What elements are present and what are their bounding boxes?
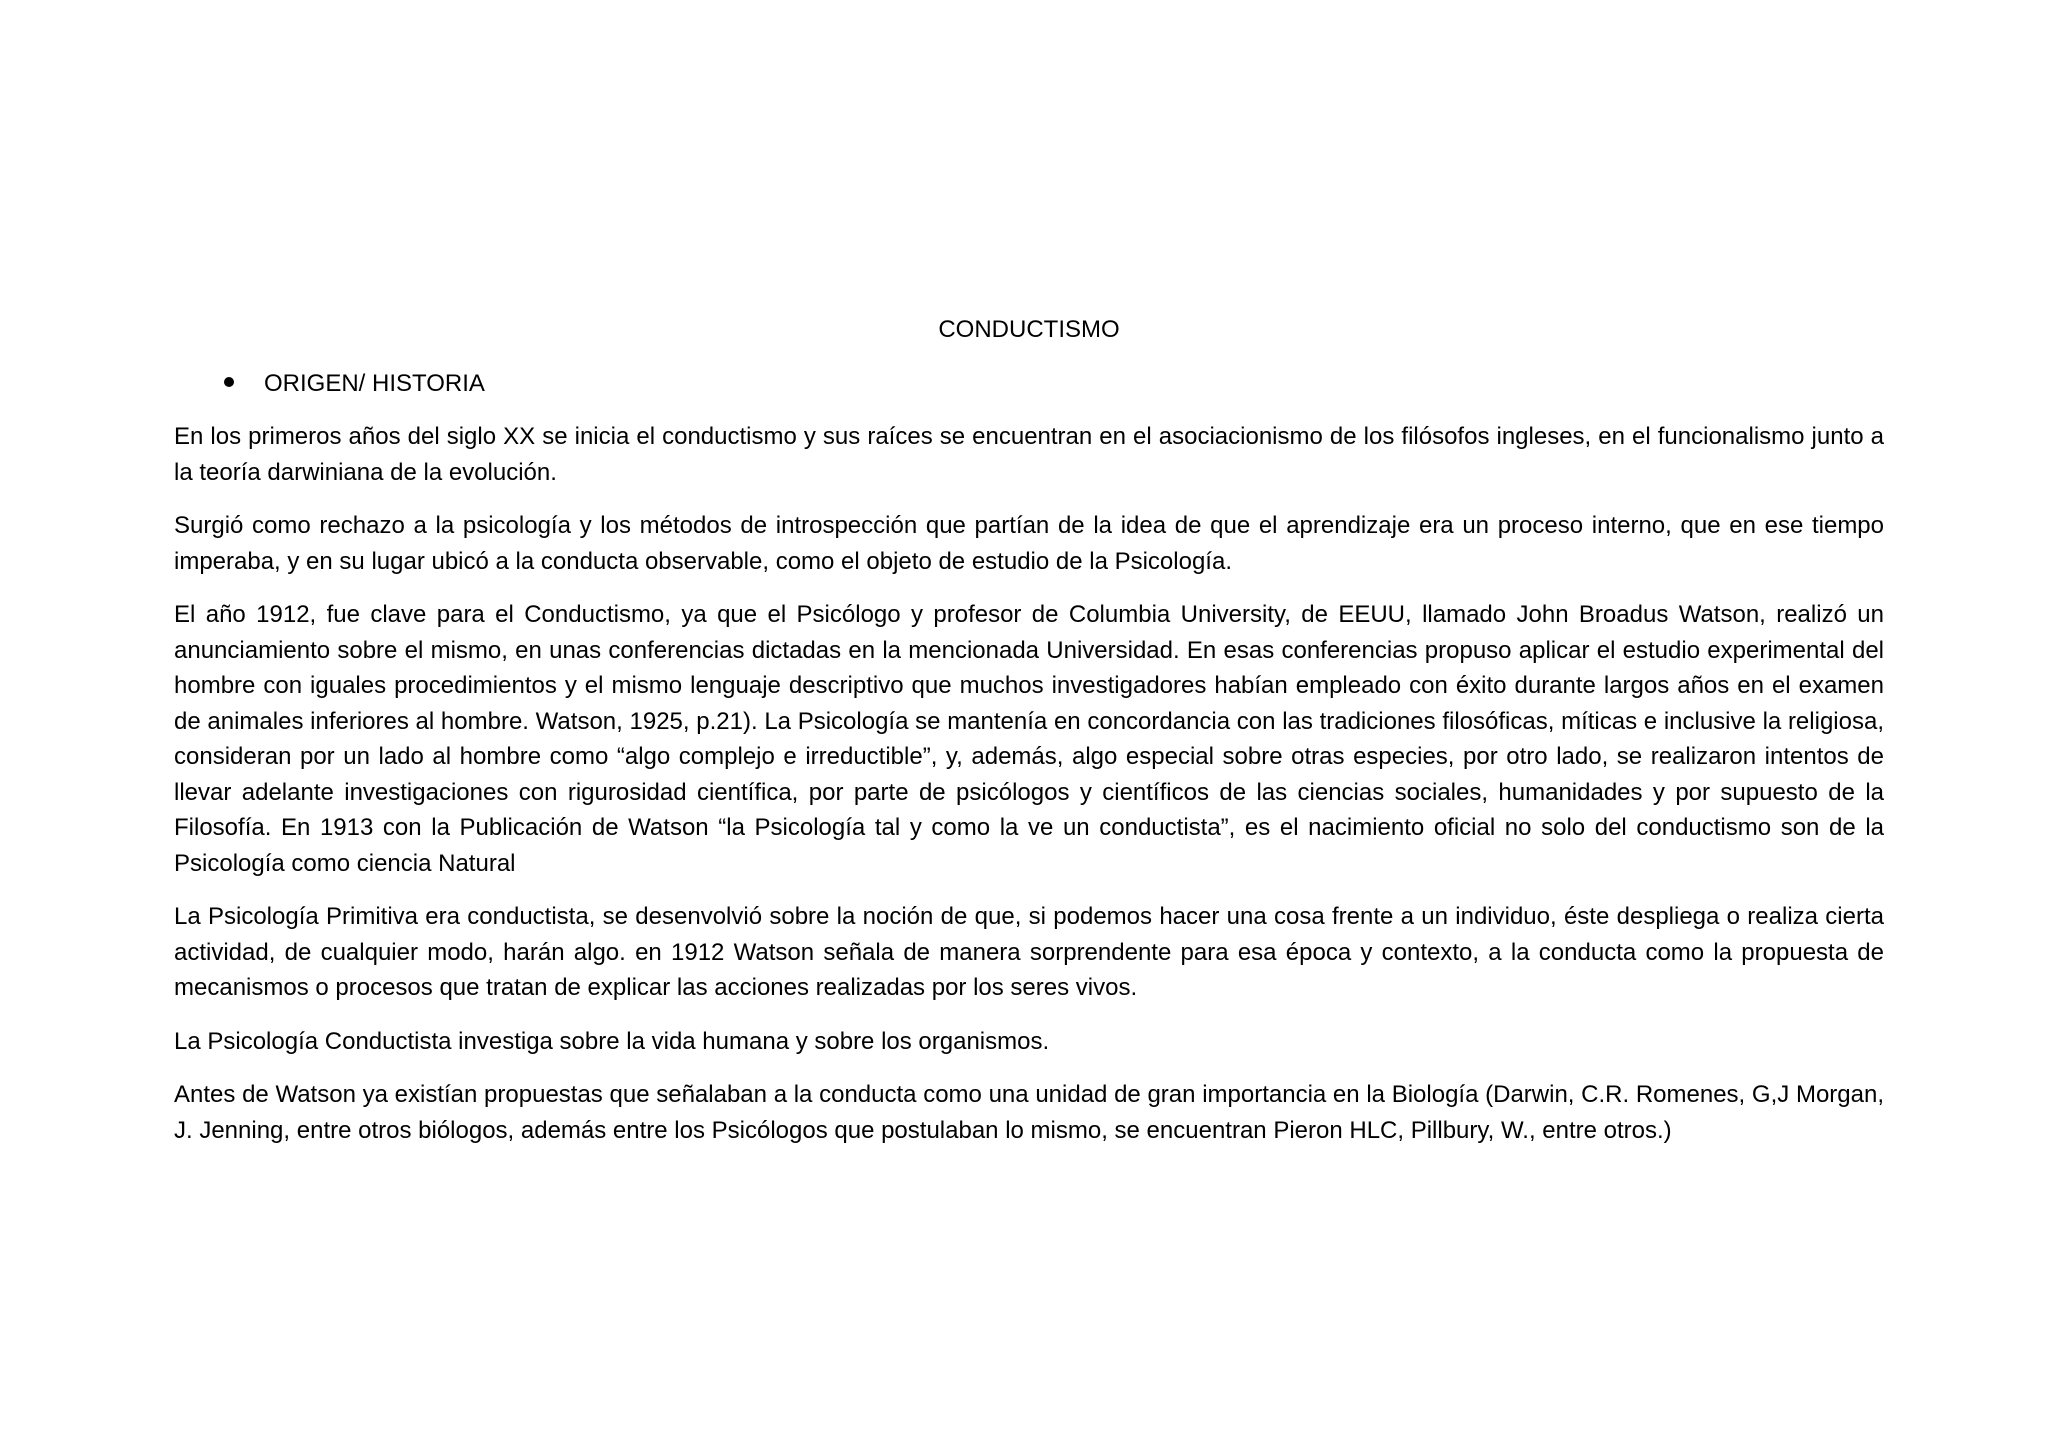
paragraph-5: La Psicología Conductista investiga sobre la vida humana y sobre los organismos. [174, 1027, 1050, 1055]
document-title: CONDUCTISMO [938, 316, 1120, 343]
document-body [174, 312, 1884, 1166]
paragraph-6: Antes de Watson ya existían propuestas que señalaban a la conducta como una unidad de gran importancia en la Biología (Darwin, C.R. Romenes, G,J Morgan, J. Jenning, entre otros biólogos, además entre los Psicólogos que postulaban lo mismo, se encuentran Pieron HLC, Pillbury, W., entre otros.) [174, 1081, 1884, 1144]
paragraph-3: El año 1912, fue clave para el Conductismo, ya que el Psicólogo y profesor de Columbia University, de EEUU, llamado John Broadus Watson, realizó un anunciamiento sobre el mismo, en unas conferencias dictadas en la mencionada Universidad. En esas conferencias propuso aplicar el estudio experimental del hombre con iguales procedimientos y el mismo lenguaje descriptivo que muchos investigadores habían empleado con éxito durante largos años en el examen de animales inferiores al hombre. Watson, 1925, p.21). La Psicología se mantenía en concordancia con las tradiciones filosóficas, míticas e inclusive la religiosa, consideran por un lado al hombre como “algo complejo e irreductible”, y, además, algo especial sobre otras especies, por otro lado, se realizaron intentos de llevar adelante investigaciones con rigurosidad científica, por parte de psicólogos y científicos de las ciencias sociales, humanidades y por supuesto de la Filosofía. En 1913 con la Publicación de Watson “la Psicología tal y como la ve un conductista”, es el nacimiento oficial no solo del conductismo son de la Psicología como ciencia Natural [174, 601, 1884, 877]
paragraph-4: La Psicología Primitiva era conductista, se desenvolvió sobre la noción de que, si podemos hacer una cosa frente a un individuo, éste despliega o realiza cierta actividad, de cualquier modo, harán algo. en 1912 Watson señala de manera sorprendente para esa época y contexto, a la conducta como la propuesta de mecanismos o procesos que tratan de explicar las acciones realizadas por los seres vivos. [174, 903, 1884, 1001]
paragraph-1: En los primeros años del siglo XX se inicia el conductismo y sus raíces se encuentran en el asociacionismo de los filósofos ingleses, en el funcionalismo junto a la teoría darwiniana de la evolución. [174, 423, 1884, 486]
bullet-text: ORIGEN/ HISTORIA [264, 369, 485, 397]
paragraph-2: Surgió como rechazo a la psicología y los métodos de introspección que partían de la idea de que el aprendizaje era un proceso interno, que en ese tiempo imperaba, y en su lugar ubicó a la conducta observable, como el objeto de estudio de la Psicología. [174, 512, 1884, 575]
bullet-icon [224, 377, 234, 387]
bullet-item [174, 366, 1884, 402]
